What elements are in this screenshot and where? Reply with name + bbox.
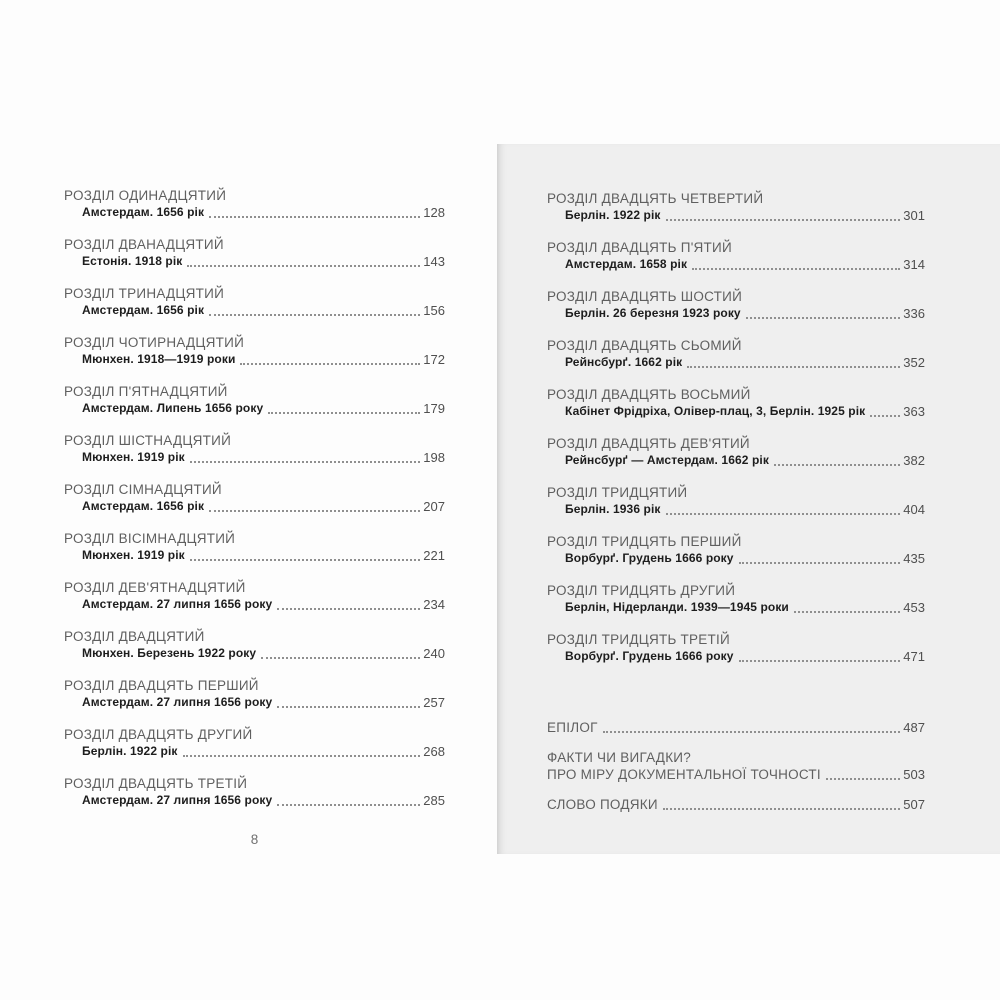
- dot-leader: [774, 464, 900, 466]
- toc-entry-title: РОЗДІЛ П'ЯТНАДЦЯТИЙ: [64, 384, 228, 399]
- toc-entry: [547, 436, 925, 485]
- toc-entry-subtitle-row: [64, 743, 445, 760]
- toc-entry-subtitle-row: [64, 792, 445, 809]
- toc-entry: [64, 188, 445, 237]
- toc-entry-subtitle-row: [64, 645, 445, 662]
- toc-entry-page-number: 336: [903, 306, 925, 321]
- toc-entry-subtitle-row: [547, 501, 925, 518]
- toc-entry-title: РОЗДІЛ ТРИДЦЯТЬ ПЕРШИЙ: [547, 534, 742, 549]
- toc-entry-page-number: 179: [423, 401, 445, 416]
- toc-entry-page-number: 435: [903, 551, 925, 566]
- toc-entry-title: РОЗДІЛ ДВАДЦЯТЬ ДРУГИЙ: [64, 727, 253, 742]
- dot-leader: [663, 808, 900, 810]
- toc-entry-subtitle: Амстердам. 1658 рік: [565, 257, 688, 271]
- toc-extra-row: [547, 719, 925, 736]
- toc-entry-subtitle-row: [547, 599, 925, 616]
- toc-entry-subtitle: Амстердам. 1656 рік: [82, 499, 205, 513]
- toc-entry-title: РОЗДІЛ СІМНАДЦЯТИЙ: [64, 482, 222, 497]
- toc-entry-subtitle: Берлін, Нідерланди. 1939—1945 роки: [565, 600, 789, 614]
- toc-entry-title: РОЗДІЛ ТРИДЦЯТЬ ТРЕТІЙ: [547, 632, 731, 647]
- toc-entry-subtitle-row: [547, 403, 925, 420]
- dot-leader: [692, 268, 900, 270]
- toc-entry: [64, 335, 445, 384]
- toc-entry-page-number: 240: [423, 646, 445, 661]
- right-page-toc-list: [547, 191, 925, 681]
- toc-entry-page-number: 471: [903, 649, 925, 664]
- toc-entry-subtitle-row: [64, 351, 445, 368]
- toc-entry-title: РОЗДІЛ ДВАДЦЯТЬ ШОСТИЙ: [547, 289, 743, 304]
- toc-entry: [547, 632, 925, 681]
- dot-leader: [277, 608, 420, 610]
- toc-extra-row: [547, 766, 925, 783]
- toc-entry-title: РОЗДІЛ ДВАДЦЯТЬ ЧЕТВЕРТИЙ: [547, 191, 764, 206]
- toc-entry: [64, 776, 445, 825]
- toc-entry-subtitle: Ворбурґ. Грудень 1666 року: [565, 649, 734, 663]
- dot-leader: [603, 731, 901, 733]
- toc-entry-title: РОЗДІЛ ДВАДЦЯТЬ ВОСЬМИЙ: [547, 387, 751, 402]
- toc-entry-subtitle-row: [64, 253, 445, 270]
- toc-entry-title: РОЗДІЛ ДВАДЦЯТИЙ: [64, 629, 205, 644]
- toc-entry: [547, 191, 925, 240]
- toc-entry-subtitle-row: [64, 498, 445, 515]
- dot-leader: [739, 562, 901, 564]
- toc-extra-title: СЛОВО ПОДЯКИ: [547, 797, 658, 812]
- right-page-extras-list: [547, 719, 925, 826]
- toc-entry-page-number: 257: [423, 695, 445, 710]
- toc-entry-subtitle-row: [547, 648, 925, 665]
- toc-extra-title: ПРО МІРУ ДОКУМЕНТАЛЬНОЇ ТОЧНОСТІ: [547, 767, 821, 782]
- toc-entry-page-number: 453: [903, 600, 925, 615]
- dot-leader: [190, 559, 421, 561]
- toc-entry-subtitle: Берлін. 26 березня 1923 року: [565, 306, 741, 320]
- toc-entry: [64, 629, 445, 678]
- dot-leader: [268, 412, 420, 414]
- toc-entry-subtitle: Амстердам. Липень 1656 року: [82, 401, 264, 415]
- toc-entry-page-number: 172: [423, 352, 445, 367]
- toc-entry-page-number: 143: [423, 254, 445, 269]
- dot-leader: [794, 611, 900, 613]
- dot-leader: [739, 660, 901, 662]
- toc-entry-subtitle: Кабінет Фрідріха, Олівер-плац, 3, Берлін. 1925 рік: [565, 404, 866, 418]
- toc-entry-subtitle-row: [64, 449, 445, 466]
- toc-entry-page-number: 221: [423, 548, 445, 563]
- toc-entry: [547, 387, 925, 436]
- toc-entry-page-number: 404: [903, 502, 925, 517]
- toc-entry-title: РОЗДІЛ ВІСІМНАДЦЯТИЙ: [64, 531, 236, 546]
- toc-entry-subtitle: Мюнхен. 1919 рік: [82, 450, 185, 464]
- toc-entry-subtitle: Берлін. 1936 рік: [565, 502, 661, 516]
- dot-leader: [187, 265, 420, 267]
- dot-leader: [209, 216, 420, 218]
- toc-entry-subtitle-row: [64, 204, 445, 221]
- toc-entry-subtitle-row: [547, 207, 925, 224]
- toc-entry-subtitle: Рейнсбурґ. 1662 рік: [565, 355, 683, 369]
- dot-leader: [209, 314, 420, 316]
- toc-entry-subtitle: Рейнсбурґ — Амстердам. 1662 рік: [565, 453, 769, 467]
- left-page-folio: 8: [250, 832, 259, 847]
- toc-entry-page-number: 363: [903, 404, 925, 419]
- dot-leader: [240, 363, 420, 365]
- toc-entry-title: РОЗДІЛ ШІСТНАДЦЯТИЙ: [64, 433, 232, 448]
- toc-entry: [64, 384, 445, 433]
- dot-leader: [277, 804, 420, 806]
- toc-entry-subtitle-row: [547, 550, 925, 567]
- toc-entry: [547, 240, 925, 289]
- toc-entry-page-number: 314: [903, 257, 925, 272]
- toc-extra-page-number: 487: [903, 720, 925, 735]
- toc-entry-subtitle: Ворбурґ. Грудень 1666 року: [565, 551, 734, 565]
- toc-entry-page-number: 128: [423, 205, 445, 220]
- toc-entry: [64, 433, 445, 482]
- toc-entry-title: РОЗДІЛ ОДИНАДЦЯТИЙ: [64, 188, 227, 203]
- toc-entry-title: РОЗДІЛ ДВАДЦЯТЬ ТРЕТІЙ: [64, 776, 248, 791]
- toc-extra-title: ЕПІЛОГ: [547, 720, 598, 735]
- dot-leader: [687, 366, 900, 368]
- toc-entry-subtitle: Амстердам. 27 липня 1656 року: [82, 597, 273, 611]
- toc-entry: [64, 580, 445, 629]
- toc-entry-subtitle-row: [64, 302, 445, 319]
- toc-entry: [64, 482, 445, 531]
- dot-leader: [666, 219, 901, 221]
- toc-entry-title: РОЗДІЛ ДВАДЦЯТЬ П'ЯТИЙ: [547, 240, 732, 255]
- toc-entry-subtitle: Амстердам. 1656 рік: [82, 205, 205, 219]
- toc-entry-subtitle: Мюнхен. Березень 1922 року: [82, 646, 257, 660]
- dot-leader: [870, 415, 900, 417]
- toc-entry-subtitle-row: [547, 305, 925, 322]
- dot-leader: [277, 706, 420, 708]
- dot-leader: [190, 461, 421, 463]
- toc-extra-pre-line: ФАКТИ ЧИ ВИГАДКИ?: [547, 750, 692, 765]
- toc-entry-subtitle-row: [64, 547, 445, 564]
- toc-entry-subtitle: Амстердам. 27 липня 1656 року: [82, 695, 273, 709]
- dot-leader: [826, 778, 900, 780]
- toc-entry-title: РОЗДІЛ ДВАДЦЯТЬ ПЕРШИЙ: [64, 678, 259, 693]
- toc-entry: [547, 289, 925, 338]
- toc-entry-page-number: 285: [423, 793, 445, 808]
- toc-entry-subtitle: Естонія. 1918 рік: [82, 254, 183, 268]
- toc-extra-entry: [547, 796, 925, 813]
- toc-entry-title: РОЗДІЛ ДВАНАДЦЯТИЙ: [64, 237, 224, 252]
- toc-entry-subtitle: Берлін. 1922 рік: [82, 744, 178, 758]
- toc-entry-page-number: 198: [423, 450, 445, 465]
- toc-extra-page-number: 503: [903, 767, 925, 782]
- toc-entry: [64, 237, 445, 286]
- toc-entry-title: РОЗДІЛ ТРИНАДЦЯТИЙ: [64, 286, 225, 301]
- toc-entry-subtitle: Амстердам. 27 липня 1656 року: [82, 793, 273, 807]
- toc-entry-subtitle-row: [547, 354, 925, 371]
- toc-entry: [547, 485, 925, 534]
- toc-entry-subtitle-row: [547, 452, 925, 469]
- toc-entry-subtitle: Берлін. 1922 рік: [565, 208, 661, 222]
- left-page-toc-list: [64, 188, 445, 825]
- toc-entry-page-number: 301: [903, 208, 925, 223]
- toc-entry-subtitle-row: [64, 596, 445, 613]
- toc-entry-title: РОЗДІЛ ТРИДЦЯТЬ ДРУГИЙ: [547, 583, 736, 598]
- toc-entry-subtitle-row: [64, 400, 445, 417]
- toc-extra-entry: [547, 749, 925, 783]
- dot-leader: [261, 657, 420, 659]
- toc-entry-subtitle-row: [547, 256, 925, 273]
- toc-entry-page-number: 234: [423, 597, 445, 612]
- toc-entry-subtitle: Мюнхен. 1919 рік: [82, 548, 185, 562]
- dot-leader: [183, 755, 421, 757]
- toc-entry-page-number: 207: [423, 499, 445, 514]
- toc-entry-page-number: 352: [903, 355, 925, 370]
- toc-entry-page-number: 382: [903, 453, 925, 468]
- toc-entry-page-number: 156: [423, 303, 445, 318]
- dot-leader: [209, 510, 420, 512]
- toc-extra-entry: [547, 719, 925, 736]
- toc-entry-title: РОЗДІЛ ДВАДЦЯТЬ ДЕВ'ЯТИЙ: [547, 436, 750, 451]
- toc-entry-title: РОЗДІЛ ДЕВ'ЯТНАДЦЯТИЙ: [64, 580, 246, 595]
- toc-entry-title: РОЗДІЛ ЧОТИРНАДЦЯТИЙ: [64, 335, 245, 350]
- dot-leader: [666, 513, 901, 515]
- toc-entry-page-number: 268: [423, 744, 445, 759]
- toc-extra-page-number: 507: [903, 797, 925, 812]
- toc-entry-subtitle-row: [64, 694, 445, 711]
- toc-entry: [547, 338, 925, 387]
- toc-entry: [64, 531, 445, 580]
- toc-entry-subtitle: Амстердам. 1656 рік: [82, 303, 205, 317]
- toc-entry: [64, 727, 445, 776]
- toc-entry-title: РОЗДІЛ ДВАДЦЯТЬ СЬОМИЙ: [547, 338, 742, 353]
- toc-extra-row: [547, 796, 925, 813]
- toc-entry-title: РОЗДІЛ ТРИДЦЯТИЙ: [547, 485, 688, 500]
- toc-entry: [64, 678, 445, 727]
- toc-entry-subtitle: Мюнхен. 1918—1919 роки: [82, 352, 236, 366]
- toc-entry: [64, 286, 445, 335]
- toc-entry: [547, 583, 925, 632]
- dot-leader: [746, 317, 901, 319]
- toc-entry: [547, 534, 925, 583]
